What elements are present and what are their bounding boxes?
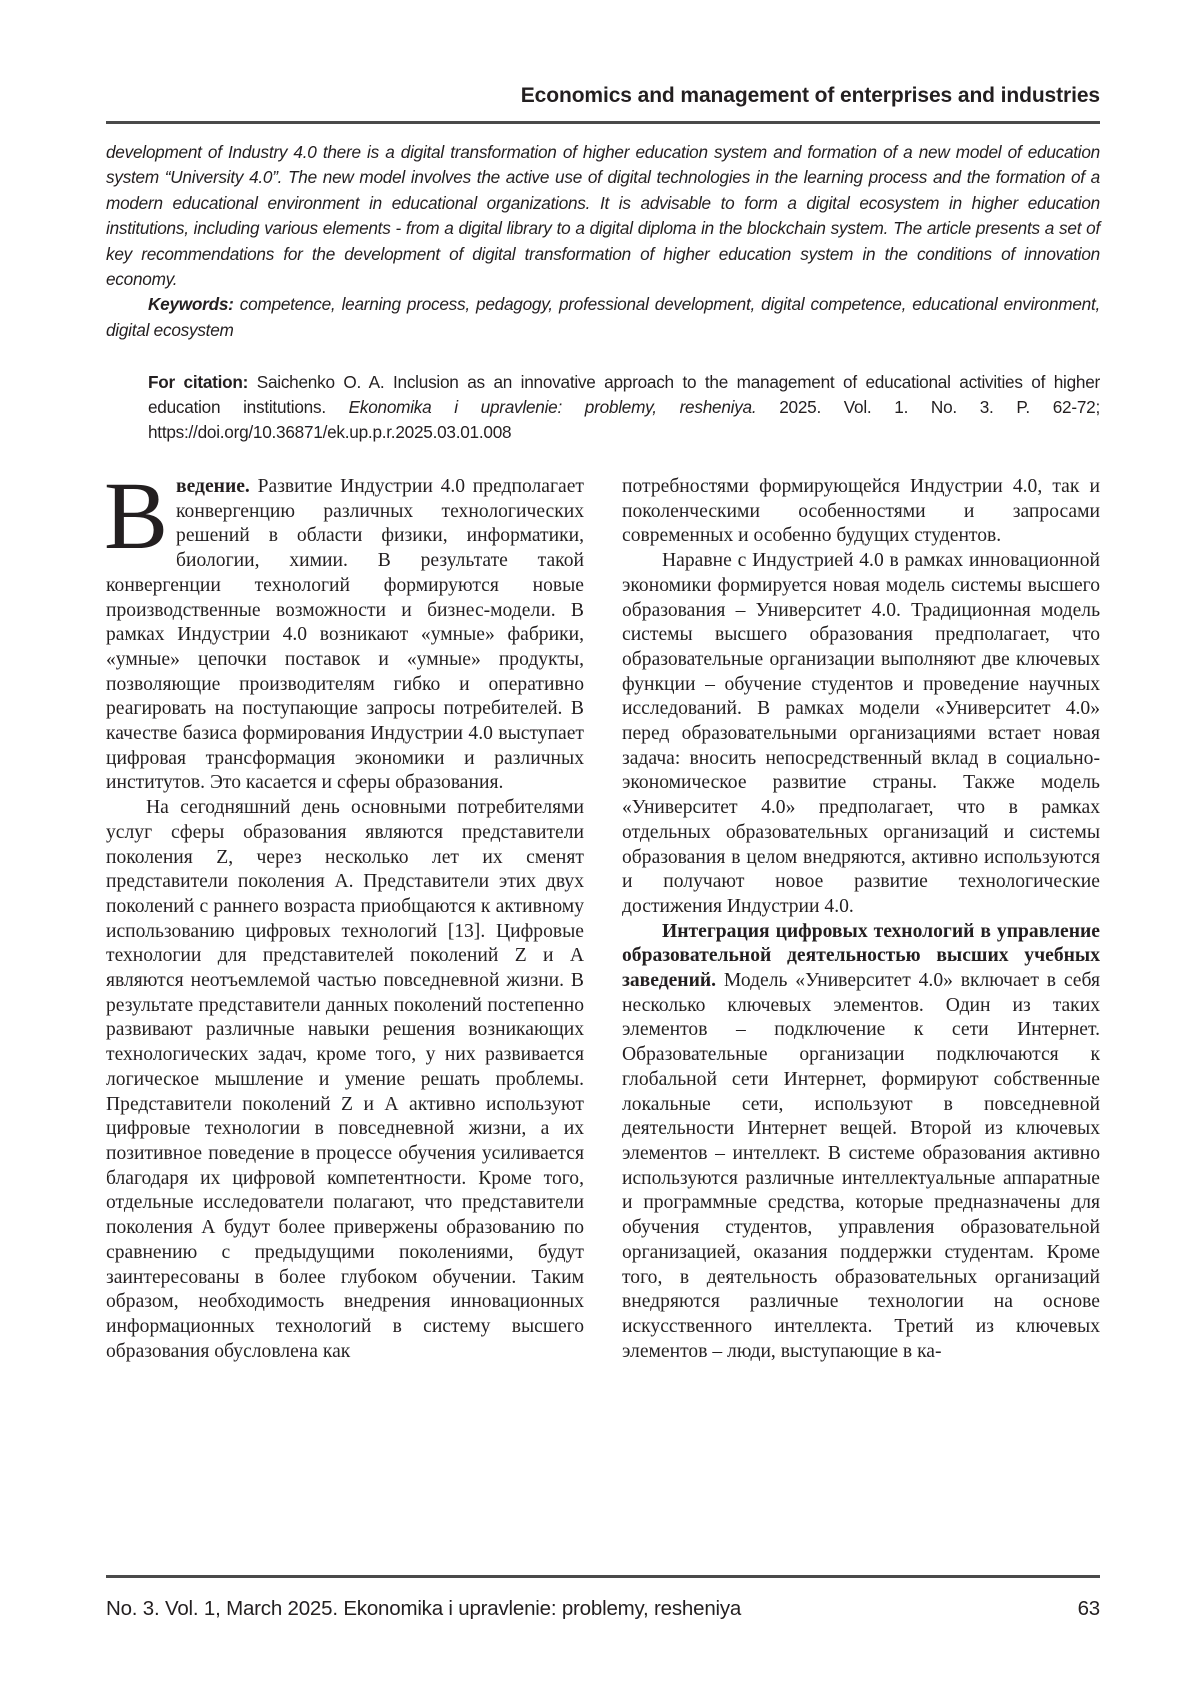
paragraph-text: Развитие Индустрии 4.0 предполагает конвергенцию различных технологических решений в области физики, информатики, биологии, химии. В результате такой конвергенции технологий формируются новые производственные возможности и бизнес-модели. В рамках Индустрии 4.0 возникают «умные» фабрики, «умные» цепочки поставок и «умные» продукты, позволяющие производителям гибко и оперативно реагировать на поступающие запросы потребителей. В качестве базиса формирования Индустрии 4.0 выступает цифровая трансформация экономики и различных институтов. Это касается и сферы образования. <box>106 476 584 794</box>
paragraph: потребностями формирующейся Индустрии 4.0, так и поколенческими особенностями и запросами современных и особенно будущих студентов. <box>622 476 1100 547</box>
intro-paragraph <box>104 462 584 796</box>
footer-rule <box>106 1575 1100 1578</box>
citation-text-after: 2025. Vol. 1. No. 3. P. 62-72; https://doi.org/10.36871/ek.up.p.r.2025.03.01.008 <box>148 397 1100 442</box>
section-paragraph <box>622 920 1100 1365</box>
journal-page <box>106 0 1100 1698</box>
citation-label: For citation: <box>148 372 249 392</box>
body-column-right <box>622 475 1100 1364</box>
keywords <box>106 292 1100 343</box>
header-rule <box>106 121 1100 124</box>
section-heading-intro: ведение. <box>176 476 250 497</box>
page-footer <box>106 1597 1100 1621</box>
citation-text-before: Saichenko O. A. Inclusion as an innovative approach to the management of educational activities of higher education institutions. <box>148 372 1100 417</box>
running-title: Economics and management of enterprises and industries <box>520 84 1100 107</box>
abstract <box>106 140 1100 343</box>
body-column-left <box>104 462 584 1364</box>
abstract-text: development of Industry 4.0 there is a digital transformation of higher education system and formation of a new model of education system “University 4.0”. The new model involves the active use of digital technologies in the learning process and the formation of a modern educational environment in educational organizations. It is advisable to form a digital ecosystem in higher education institutions, including various elements - from a digital library to a digital diploma in the blockchain system. The article presents a set of key recommendations for the development of digital transformation of higher education system in the conditions of innovation economy. <box>106 142 1100 290</box>
paragraph: Наравне с Индустрией 4.0 в рамках инновационной экономики формируется новая модель системы высшего образования – Университет 4.0. Традиционная модель системы высшего образования предполагает, что образовательные организации выполняют две ключевых функции – обучение студентов и проведение научных исследований. В рамках модели «Университет 4.0» перед образовательными организациями встает новая задача: вносить непосредственный вклад в социально-экономическое развитие страны. Также модель «Университет 4.0» предполагает, что в рамках отдельных образовательных организаций и системы образования в целом внедряются, активно используются и получают новое развитие технологические достижения Индустрии 4.0. <box>622 550 1100 917</box>
keywords-list: competence, learning process, pedagogy, professional development, digital competence, educational environment, digital ecosystem <box>106 294 1100 340</box>
keywords-label: Keywords: <box>148 294 234 315</box>
citation-block <box>148 370 1100 445</box>
page-number: 63 <box>1077 1597 1100 1620</box>
drop-cap: В <box>104 462 169 569</box>
paragraph: На сегодняшний день основными потребителями услуг сферы образования являются представители поколения Z, через несколько лет их сменят представители поколения А. Представители этих двух поколений с раннего возраста приобщаются к активному использованию цифровых технологий [13]. Цифровые технологии для представителей поколений Z и А являются неотъемлемой частью повседневной жизни. В результате представители данных поколений постепенно развивают различные навыки решения возникающих технологических задач, кроме того, у них развивается логическое мышление и умение решать проблемы. Представители поколений Z и А активно используют цифровые технологии в повседневной жизни, а их позитивное поведение в процессе обучения усиливается благодаря их цифровой компетентности. Кроме того, отдельные исследователи полагают, что представители поколения А будут более привержены образованию по сравнению с предыдущими поколениями, будут заинтересованы в более глубоком обучении. Таким образом, необходимость внедрения инновационных информационных технологий в систему высшего образования обусловлена как <box>106 797 584 1362</box>
section-heading: Интеграция цифровых технологий в управление образовательной деятельностью высших учебных заведений. <box>622 920 1100 992</box>
paragraph-text: Модель «Университет 4.0» включает в себя несколько ключевых элементов. Один из таких элементов – подключение к сети Интернет. Образовательные организации подключаются к глобальной сети Интернет, формируют собственные локальные сети, используют в повседневной деятельности Интернет вещей. Второй из ключевых элементов – интеллект. В системе образования активно используются различные интеллектуальные аппаратные и программные средства, которые предназначены для обучения студентов, управления образовательной организацией, оказания поддержки студентам. Кроме того, в деятельность образовательных организаций внедряются различные технологии на основе искусственного интеллекта. Третий из ключевых элементов – люди, выступающие в ка- <box>622 970 1100 1362</box>
footer-issue: No. 3. Vol. 1, March 2025. Ekonomika i upravlenie: problemy, resheniya <box>106 1597 742 1620</box>
citation-journal: Ekonomika i upravlenie: problemy, resheniya. <box>348 397 757 417</box>
